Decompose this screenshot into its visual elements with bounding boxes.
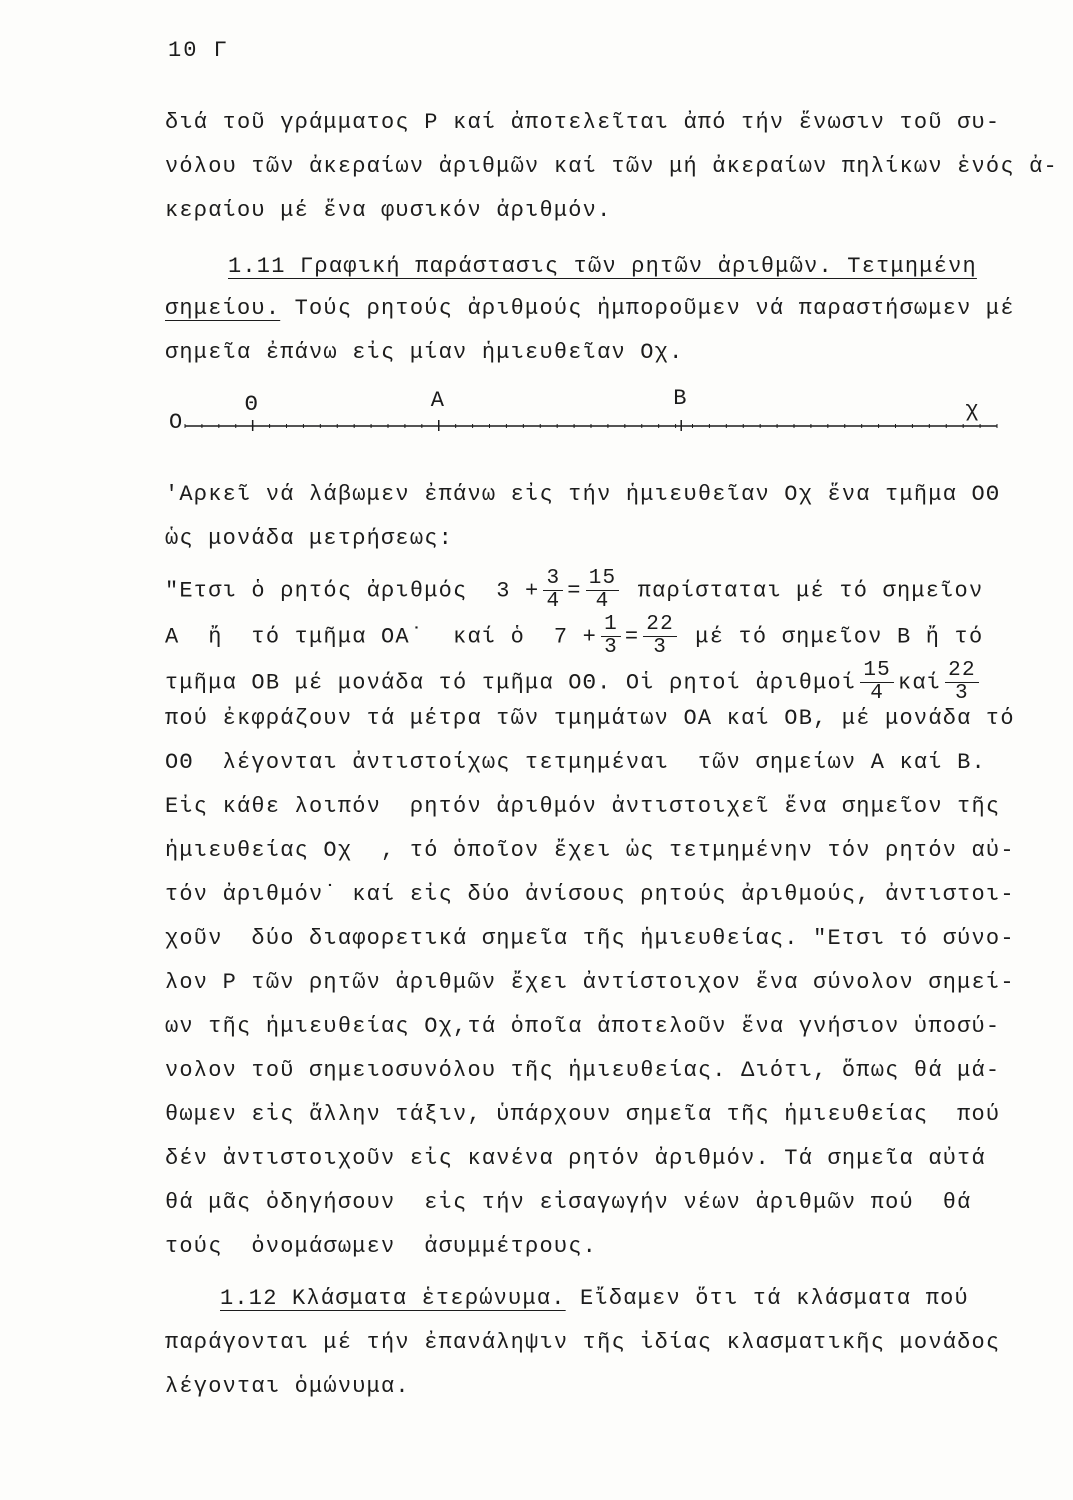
fraction-denominator: 4 <box>595 590 610 613</box>
fraction-numerator: 15 <box>586 568 620 591</box>
label-b: Β <box>673 386 687 411</box>
text-line: κεραίου μέ ἕνα φυσικόν ἀριθμόν. <box>165 198 612 223</box>
section-heading-1-11 <box>228 252 977 282</box>
equals-sign: = <box>567 578 582 604</box>
text-line: νόλου τῶν ἀκεραίων ἀριθμῶν καί τῶν μή ἀκεραίων πηλίκων ἑνός ἀ- <box>165 154 1058 179</box>
text-line: λον Ρ τῶν ρητῶν ἀριθμῶν ἔχει ἀντίστοιχον ἕνα σύνολον σημεί- <box>165 970 1015 995</box>
text-line: πού ἐκφράζουν τά μέτρα τῶν τμημάτων ΟΑ καί ΟΒ, μέ μονάδα τό <box>165 706 1015 731</box>
label-theta: Θ <box>244 392 258 417</box>
fraction <box>586 568 620 613</box>
fraction-numerator: 3 <box>543 568 563 591</box>
equals-sign: = <box>624 624 640 650</box>
text-span: παρίσταται μέ τό σημεῖον <box>623 578 984 604</box>
fraction <box>543 568 563 613</box>
text-line: ἡμιευθείας Οχ , τό ὁποῖον ἔχει ὡς τετμημένην τόν ρητόν αὐ- <box>165 838 1015 863</box>
number-line-svg <box>165 392 1005 452</box>
text-line: λέγονται ὁμώνυμα. <box>165 1374 410 1399</box>
text-span: "Ετσι ὁ ρητός ἀριθμός 3 + <box>165 578 540 604</box>
text-line: 'Αρκεῖ νά λάβωμεν ἐπάνω εἰς τήν ἡμιευθεῖαν Οχ ἕνα τμῆμα ΟΘ <box>165 482 1001 507</box>
text-line: ων τῆς ἡμιευθείας Οχ,τά ὁποῖα ἀποτελοῦν ἕνα γνήσιον ὑποσύ- <box>165 1014 1001 1039</box>
text-line <box>165 294 1015 324</box>
formula-line-3 <box>165 660 983 705</box>
text-line: τούς ὀνομάσωμεν ἀσυμμέτρους. <box>165 1234 598 1259</box>
fraction-numerator: 15 <box>860 660 894 683</box>
text-span: τμῆμα ΟΒ μέ μονάδα τό τμῆμα ΟΘ. Οἱ ρητοί ἀριθμοί <box>165 670 857 696</box>
formula-line-1 <box>165 568 983 613</box>
section-heading-text: 1.11 Γραφική παράστασις τῶν ρητῶν ἀριθμῶν. Τετμημένη <box>228 254 977 279</box>
text-line: Εἰς κάθε λοιπόν ρητόν ἀριθμόν ἀντιστοιχεῖ ἕνα σημεῖον τῆς <box>165 794 1001 819</box>
formula-line-2 <box>165 614 983 659</box>
text-line: διά τοῦ γράμματος Ρ καί ἀποτελεῖται ἀπό τήν ἕνωσιν τοῦ συ- <box>165 110 1001 135</box>
fraction-denominator: 3 <box>955 682 969 705</box>
fraction-denominator: 4 <box>870 682 885 705</box>
page-number: 10 Γ <box>168 38 229 63</box>
section-heading-cont: σημείου. <box>165 296 281 321</box>
text-line: θωμεν εἰς ἄλλην τάξιν, ὑπάρχουν σημεῖα τῆς ἡμιευθείας πού <box>165 1102 1001 1127</box>
text-line: χοῦν δύο διαφορετικά σημεῖα τῆς ἡμιευθείας. "Ετσι τό σύνο- <box>165 926 1015 951</box>
fraction-denominator: 3 <box>604 636 618 659</box>
text-span: Εἴδαμεν ὅτι τά κλάσματα πού <box>565 1286 969 1311</box>
label-x: χ <box>965 398 979 423</box>
fraction <box>945 660 979 705</box>
text-line: παράγονται μέ τήν ἐπανάληψιν τῆς ἰδίας κλασματικῆς μονάδος <box>165 1330 1001 1355</box>
fraction-numerator: 1 <box>601 614 621 637</box>
number-line-figure <box>165 386 1005 452</box>
text-line: ὡς μονάδα μετρήσεως: <box>165 526 454 551</box>
text-line: νολον τοῦ σημειοσυνόλου τῆς ἡμιευθείας. Διότι, ὅπως θά μά- <box>165 1058 1001 1083</box>
fraction <box>643 614 677 659</box>
text-line: σημεῖα ἐπάνω εἰς μίαν ἡμιευθεῖαν Οχ. <box>165 340 684 365</box>
text-span: Α ἤ τό τμῆμα ΟΑ˙ καί ὁ 7 + <box>165 624 598 650</box>
fraction-numerator: 22 <box>643 614 677 637</box>
text-line: τόν ἀριθμόν˙ καί εἰς δύο ἀνίσους ρητούς ἀριθμούς, ἀντιστοι- <box>165 882 1015 907</box>
fraction <box>601 614 621 659</box>
section-heading-1-12: 1.12 Κλάσματα ἑτερώνυμα. <box>220 1286 566 1311</box>
fraction-numerator: 22 <box>945 660 979 683</box>
label-origin: Ο <box>169 410 183 435</box>
text-span: Τούς ρητούς ἀριθμούς ἠμποροῦμεν νά παραστήσωμεν μέ <box>280 296 1015 321</box>
text-line: θά μᾶς ὁδηγήσουν εἰς τήν εἰσαγωγήν νέων ἀριθμῶν πού θά <box>165 1190 972 1215</box>
fraction <box>860 660 894 705</box>
fraction-denominator: 3 <box>653 636 667 659</box>
text-span: καί <box>897 670 942 696</box>
text-line: δέν ἀντιστοιχοῦν εἰς κανένα ρητόν ἀριθμόν. Τά σημεῖα αὐτά <box>165 1146 986 1171</box>
text-span: μέ τό σημεῖον Β ἤ τό <box>680 624 984 650</box>
fraction-denominator: 4 <box>546 590 561 613</box>
section-heading-1-12-line <box>220 1284 969 1314</box>
label-a: Α <box>430 388 444 413</box>
text-line: ΟΘ λέγονται ἀντιστοίχως τετμημέναι τῶν σημείων Α καί Β. <box>165 750 986 775</box>
